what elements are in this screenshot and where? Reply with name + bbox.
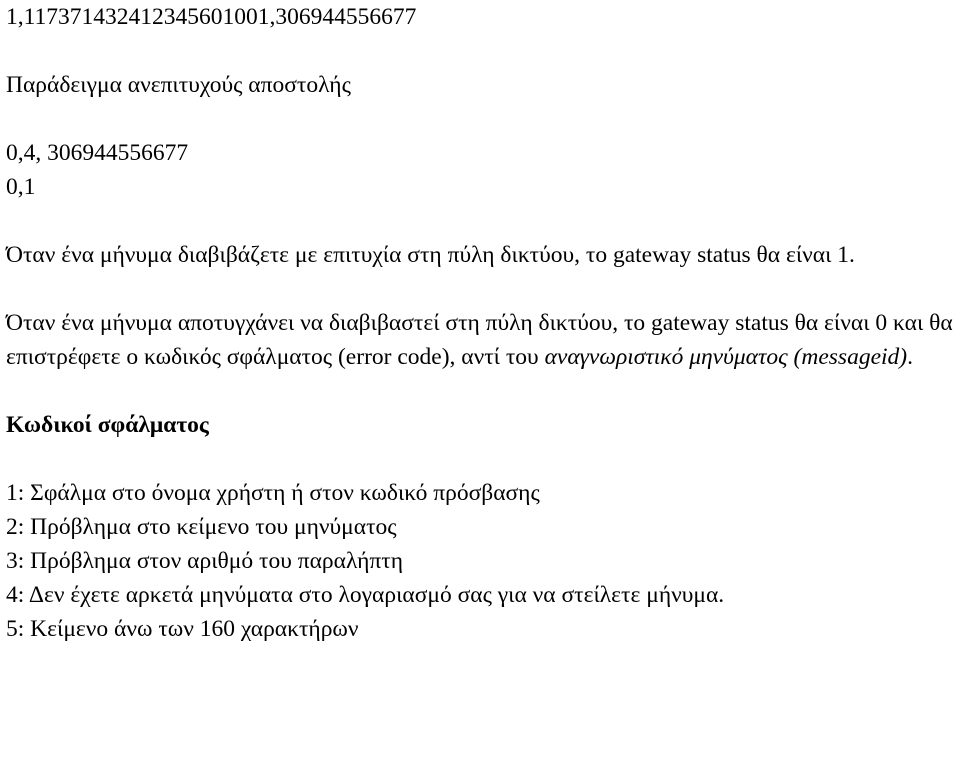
- error-code-item: 1: Σφάλμα στο όνομα χρήστη ή στον κωδικό πρόσβασης: [6, 480, 540, 506]
- error-code-item: 2: Πρόβλημα στο κείμενο του μηνύματος: [6, 514, 397, 540]
- example-line-1: 0,4, 306944556677: [6, 140, 189, 166]
- example-line-2: 0,1: [6, 174, 36, 200]
- error-code-item: 4: Δεν έχετε αρκετά μηνύματα στο λογαριασμό σας για να στείλετε μήνυμα.: [6, 582, 725, 608]
- codes-heading: Κωδικοί σφάλματος: [6, 412, 209, 438]
- error-code-item: 3: Πρόβλημα στον αριθμό του παραλήπτη: [6, 548, 404, 574]
- error-code-item: 5: Κείμενο άνω των 160 χαρακτήρων: [6, 616, 359, 642]
- top-line: 1,117371432412345601001,306944556677: [6, 4, 417, 30]
- failure-paragraph: [6, 306, 956, 374]
- success-paragraph: Όταν ένα μήνυμα διαβιβάζετε με επιτυχία στη πύλη δικτύου, το gateway status θα είναι 1.: [6, 242, 855, 268]
- document-page: [6, 0, 956, 646]
- failure-paragraph-italic: αναγνωριστικό μηνύματος (messageid): [544, 344, 908, 370]
- failure-paragraph-text: Όταν ένα μήνυμα αποτυγχάνει να διαβιβαστεί στη πύλη δικτύου, το gateway status θα είναι 0 και θα επιστρέφετε ο κωδικός σφάλματος (error code), αντί του: [6, 310, 953, 370]
- example-heading: Παράδειγμα ανεπιτυχούς αποστολής: [6, 72, 351, 98]
- failure-paragraph-end: .: [907, 344, 913, 370]
- error-code-list: [6, 476, 956, 646]
